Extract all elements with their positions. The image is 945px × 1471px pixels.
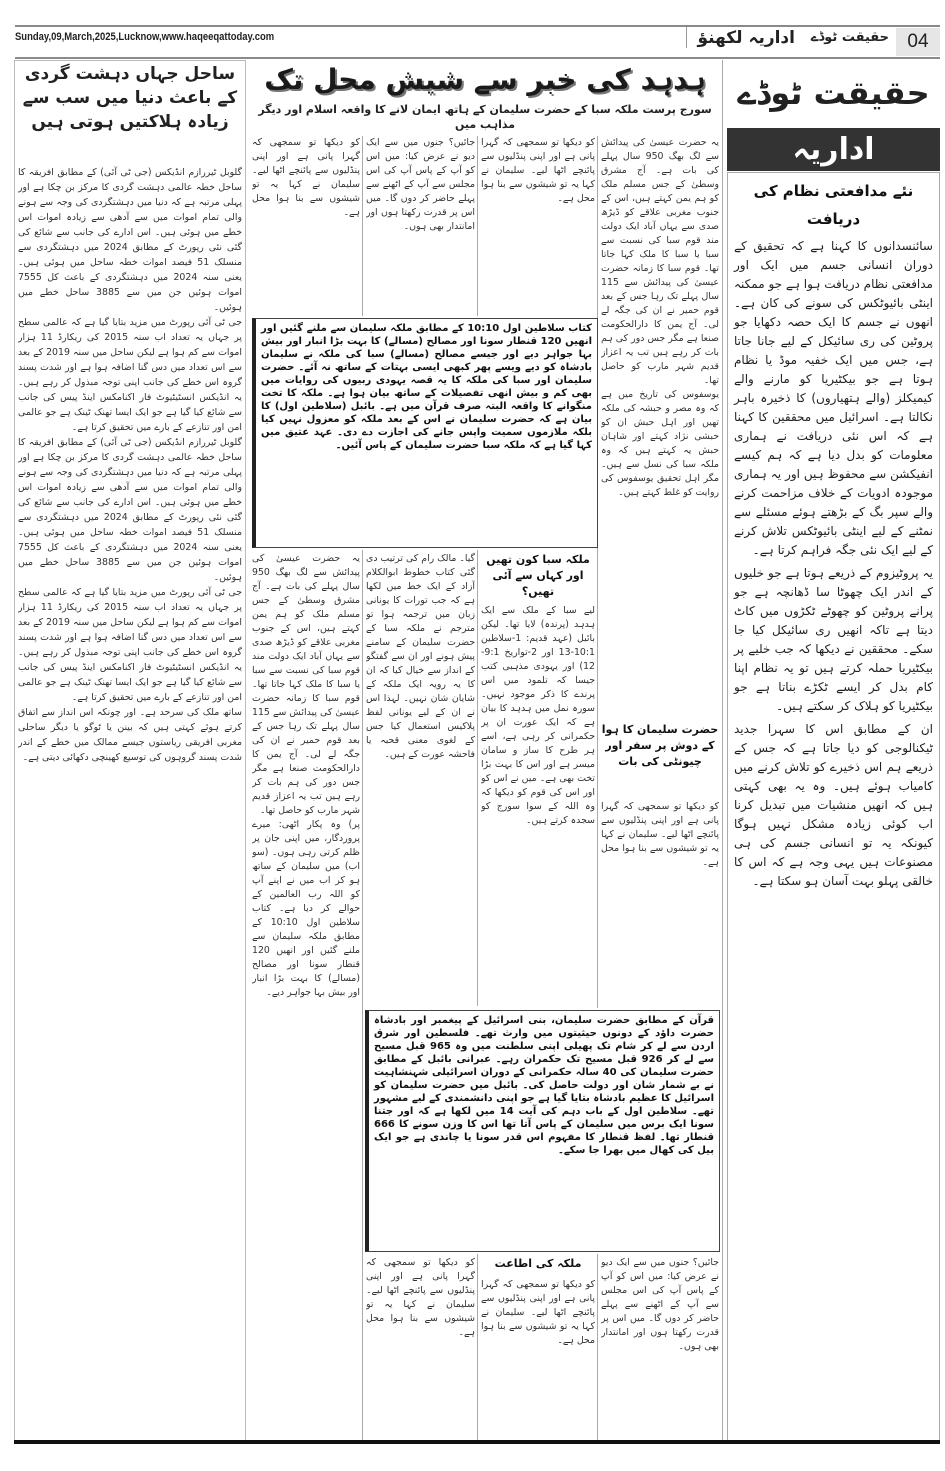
main-column-1 (601, 136, 719, 716)
subhead-travel-wrap (601, 722, 719, 770)
editorial-title: نئے مدافعتی نظام کی دریافت (753, 182, 914, 228)
top-rule (15, 25, 940, 27)
paragraph: گیا۔ مالک رام کی ترتیب دی گئی کتاب خطوط ابوالکلام آزاد کے ایک خط میں لکھا ہے کہ جب تورات کا یونانی زبان میں ترجمہ ہوا تو مترجم نے ملکہ سبا کے حضرت سلیمان کے سامنے پیش ہونے اور ان سے گفتگو کے انداز سے خیال کیا کہ ان کا یہ رویہ ایک ملکہ کے شایان شان نہیں۔ لہذا اس نے ان کے لیے یونانی لفظ پلاکیس استعمال کیا جس کے لغوی معنی قحبہ یا فاحشہ عورت کے ہیں۔ (366, 553, 475, 760)
main-column-3b (366, 552, 475, 1006)
subheading-obedience: ملکہ کی اطاعت (494, 1257, 582, 1270)
editorial-logo: حقیقت ٹوڈے (737, 74, 930, 112)
paragraph: جائیں؟ جنوں میں سے ایک دیو نے عرض کیا: میں اس کو آپ کے پاس آپ کی اس مجلس سے آپ کے اٹھنے سے پہلے حاضر کر دوں گا۔ میں اس پر قدرت رکھتا ہوں اور امانتدار بھی ہوں۔ (601, 1257, 719, 1352)
editorial-body (734, 237, 933, 891)
page-number: 04 (896, 28, 940, 56)
paragraph: یہ حضرت عیسیٰ کی پیدائش سے لگ بھگ 950 سال پہلے کی بات ہے۔ آج مشرق وسطیٰ کے جس مسلم ملک کو ہم یمن کہتے ہیں، اس کے جنوب مغربی علاقے کو ڈیڑھ صدی سے یہاں آباد ایک دولت مند قوم سبا کی نسبت سے سبا یا سبا کا ملک کہا جاتا تھا۔ قوم سبا کا زمانہ حضرت عیسیٰ کی پیدائش سے 115 سال پہلے تک رہا جس کے بعد قوم حمیر نے ان کی جگہ لے لی۔ آج یمن کا دارالحکومت صنعا ہے مگر جس دور کی ہم بات کر رہے ہیں تب یہ اعزاز قدیم شہر مارب کو حاصل تھا۔ (252, 553, 360, 816)
main-column-3 (366, 136, 475, 316)
main-column-2 (481, 136, 595, 316)
paragraph: کو دیکھا تو سمجھی کہ گہرا پانی ہے اور اپنی پنڈلیوں سے پائنچے اٹھا لیے۔ سلیمان نے کہا یہ تو شیشوں سے بنا ہوا محل ہے۔ (366, 1257, 475, 1338)
editorial-label: اداریہ (727, 128, 940, 171)
main-column-1c (601, 1256, 719, 1440)
paragraph: جائیں؟ جنوں میں سے ایک دیو نے عرض کیا: میں اس کو آپ کے پاس آپ کی اس مجلس سے آپ کے اٹھنے سے پہلے حاضر کر دوں گا۔ میں اس پر قدرت رکھتا ہوں اور امانتدار بھی ہوں۔ (366, 137, 475, 232)
paragraph: کو دیکھا تو سمجھی کہ گہرا پانی ہے اور اپنی پنڈلیوں سے پائنچے اٹھا لیے۔ سلیمان نے کہا یہ تو شیشوں سے بنا ہوا محل ہے۔ (252, 137, 360, 218)
main-column-1b (601, 800, 719, 1004)
header-rule (15, 57, 940, 59)
paragraph: کو دیکھا تو سمجھی کہ گہرا پانی ہے اور اپنی پنڈلیوں سے پائنچے اٹھا لیے۔ سلیمان نے کہا یہ تو شیشوں سے بنا ہوا محل ہے۔ (481, 1279, 595, 1346)
main-column-4b (252, 552, 360, 1440)
paragraph: یہ پروٹیزوم کے ذریعے ہوتا ہے جو خلیوں کے اندر ایک چھوٹا سا ڈھانچہ ہے جو پرانے پروٹین کو چھوٹے ٹکڑوں میں کاٹ دیتا ہے تاکہ انھیں ری سائیکل کیا جا سکے۔ محققین نے دیکھا کہ جب خلیے پر بیکٹیریا حملہ کرتے ہیں تو یہ نظام اپنا کام بدل کر ایسے ٹکڑے بناتا ہے جو بیکٹیریا کو ہلاک کر سکتے ہیں۔ (734, 566, 933, 713)
paragraph: ساتھ ملک کی سرحد ہے۔ اور چونکہ اس انداز سے اتفاق کرتے ہوئے کہتی ہیں کہ بینن یا ٹوگو یا دیگر ساحلی مغربی افریقی ریاستوں جیسے ممالک میں خطے کے اندر شدت پسند گروہوں کی توسیع کھینچی دکھائی دیتی ہے۔ (18, 707, 242, 763)
subhead-queen-wrap (481, 552, 595, 600)
highlight-box-kings: کتاب سلاطین اول 10:10 کے مطابق ملکہ سلیمان سے ملنے گئیں اور انھیں 120 قنطار سونا اور مصالح (مسالے) کا بہت بڑا انبار اور بیش بہا جواہر دیے اور جیسے مصالح (مسالے) سبا کی ملکہ نے سلیمان بادشاہ کو دیے ویسے پھر کبھی ایسی بہتات کے ساتھ نہ آئے۔ حضرت سلیمان اور سبا کی ملکہ کا یہ قصہ یہودی ربیوں کی روایات میں بھی کم و بیش انھی تفصیلات کے ساتھ بیان ہوا ہے۔ ملکہ کا تخت منگوانے کا واقعہ البتہ صرف قرآن میں ہے۔ بائبل (سلاطین اول) کا بیان ہے کہ حضرت سلیمان نے اس کے بعد ملکہ کو معزول نہیں کیا بلکہ ملازموں سمیت واپس جانے کی اجازت دے دی۔ عہد عتیق میں کہا گیا ہے کہ ملکہ سبا حضرت سلیمان کے پاس آئیں۔ (252, 318, 598, 548)
subhead-obedience-wrap (481, 1256, 595, 1272)
paragraph: کو دیکھا تو سمجھی کہ گہرا پانی ہے اور اپنی پنڈلیوں سے پائنچے اٹھا لیے۔ سلیمان نے کہا یہ تو شیشوں سے بنا ہوا محل ہے۔ (601, 801, 719, 868)
paragraph: گلوبل ٹیررازم انڈیکس (جی ٹی آئی) کے مطابق افریقہ کا ساحل خطہ عالمی دہشت گردی کا مرکز بن چکا ہے اور پہلی مرتبہ ہے کہ دنیا میں دہشتگردی کی وجہ سے ہونے والی تمام اموات میں سے آدھی سے زیادہ اموات اس خطے میں ہوئی ہیں۔ اس ادارے کی جانب سے شائع کی گئی نئی رپورٹ کے مطابق 2024 میں دہشتگردی سے منسلک 51 فیصد اموات خطہ ساحل میں ہوئی ہیں۔ یعنی سنہ 2024 میں دہشتگردی کے باعث کل 7555 اموات ہوئیں جن میں سے 3885 ساحل خطے میں ہوئیں۔ (18, 437, 242, 583)
main-headline: ہدہد کی خبر سے شیش محل تک (264, 63, 706, 96)
main-subheadline: سورج پرست ملکہ سبا کے حضرت سلیمان کے ہاتھ ایمان لانے کا واقعہ اسلام اور دیگر مذاہب میں (258, 103, 712, 131)
left-article-headline: ساحل جہاں دہشت گردی کے باعث دنیا میں سب سے زیادہ ہلاکتیں ہوتی ہیں (22, 64, 238, 132)
paragraph: یوسفوس کی تاریخ میں ہے کہ وہ مصر و حبشہ کی ملکہ تھیں اور اہل حبش ان کو حبشی نژاد کہتے اور شاہان حبش یہ کہتے ہیں کہ وہ ملکہ سبا کی نسل سے ہیں۔ مگر اہل تحقیق یوسفوس کی روایت کو غلط کہتے ہیں۔ (601, 389, 719, 498)
main-column-3c (366, 1256, 475, 1440)
paragraph: گلوبل ٹیررازم انڈیکس (جی ٹی آئی) کے مطابق افریقہ کا ساحل خطہ عالمی دہشت گردی کا مرکز بن چکا ہے اور پہلی مرتبہ ہے کہ دنیا میں دہشتگردی کی وجہ سے ہونے والی تمام اموات میں سے آدھی سے زیادہ اموات اس خطے میں ہوئی ہیں۔ اس ادارے کی جانب سے شائع کی گئی نئی رپورٹ کے مطابق 2024 میں دہشتگردی سے منسلک 51 فیصد اموات خطہ ساحل میں ہوئی ہیں۔ یعنی سنہ 2024 میں دہشتگردی کے باعث کل 7555 اموات ہوئیں جن میں سے 3885 ساحل خطے میں ہوئیں۔ (18, 167, 242, 313)
small-logo: حقیقت ٹوڈے (810, 30, 889, 45)
highlight-box-solomon: قرآن کے مطابق حضرت سلیمان، بنی اسرائیل کے پیغمبر اور بادشاہ حضرت داؤد کے دونوں حیثیتوں میں وارث تھے۔ فلسطین اور شرق اردن سے لے کر شام تک پھیلی اپنی سلطنت میں وہ 965 قبل مسیح سے لے کر 926 قبل مسیح تک حکمران رہے۔ عبرانی بائبل کے مطابق حضرت سلیمان کی 40 سالہ حکمرانی کے دوران اسرائیلی شہنشاہیت نے بے شمار شان اور دولت حاصل کی۔ بائبل میں حضرت سلیمان کو اسرائیل کا عظیم بادشاہ بتایا گیا ہے جو اپنی دانشمندی کے لیے مشہور تھے۔ سلاطین اول کے باب دہم کی آیت 14 میں لکھا ہے کہ اور جتنا سونا ایک برس میں سلیمان کے پاس آتا تھا اس کا وزن سونے کا 666 قنطار تھا۔ لفظ قنطار کا مفہوم اس قدر سونا یا چاندی ہے جو ایک بیل کی کھال میں بھرا جا سکے۔ (365, 1010, 720, 1252)
paragraph: پر) وہ پکار اٹھی: میرے پروردگار، میں اپنی جان پر ظلم کرتی رہی ہوں۔ (سو اب) میں سلیمان کے ساتھ ہو کر اب میں نے اپنے آپ کو اللہ رب العالمین کے حوالے کر دیا ہے۔ کتاب سلاطین اول 10:10 کے مطابق ملکہ سلیمان سے ملنے گئیں اور انھیں 120 قنطار سونا اور مصالح (مسالے) کا بہت بڑا انبار اور بیش بہا جواہر دیے۔ (252, 819, 360, 998)
paragraph: جی ٹی آئی رپورٹ میں مزید بتایا گیا ہے کہ عالمی سطح پر جہاں یہ تعداد اب سنہ 2015 کی ریکارڈ 11 ہزار اموات سے کم ہوا ہے لیکن ساحل میں سنہ 2019 کے بعد سے اس تعداد میں دس گنا اضافہ ہوا ہے اور شدت پسند گروہ اس خطے کی جانب اپنی توجہ مبذول کر رہے ہیں۔ یہ انڈیکس انسٹیٹیوٹ فار اکنامکس اینڈ پیس کی جانب سے شائع کیا گیا ہے جو ایک ایسا تھنک ٹینک ہے جو عالمی امن اور تنازعے کے بارے میں تحقیق کرتا ہے۔ (18, 317, 242, 433)
paragraph: یہ حضرت عیسیٰ کی پیدائش سے لگ بھگ 950 سال پہلے کی بات ہے۔ آج مشرق وسطیٰ کے جس مسلم ملک کو ہم یمن کہتے ہیں، اس کے جنوب مغربی علاقے کو ڈیڑھ صدی سے یہاں آباد ایک دولت مند قوم سبا کی نسبت سے سبا یا سبا کا ملک کہا جاتا تھا۔ قوم سبا کا زمانہ حضرت عیسیٰ کی پیدائش سے 115 سال پہلے تک رہا جس کے بعد قوم حمیر نے ان کی جگہ لے لی۔ آج یمن کا دارالحکومت صنعا ہے مگر جس دور کی ہم بات کر رہے ہیں تب یہ اعزاز قدیم شہر مارب کو حاصل تھا۔ (601, 137, 719, 386)
paragraph: ان کے مطابق اس کا سہرا جدید ٹیکنالوجی کو دیا جاتا ہے کہ جس کے ذریعے ہم اس ذخیرے کو تلاش کرنے میں کامیاب ہوئے ہیں۔ وہ یہ بھی کہتی ہیں کہ انھیں منشیات میں تبدیل کرنا اب کوئی زیادہ مشکل نہیں ہوگا کیونکہ یہ تو انسانی جسم کی ہی مصنوعات ہیں یہی وجہ ہے کہ اس کا خالقی پہلو بہت آسان ہو سکتا ہے۔ (734, 722, 933, 888)
subheading-queen: ملکہ سبا کون تھیں اور کہاں سے آئی تھیں؟ (486, 553, 590, 598)
main-column-4 (252, 136, 360, 316)
subheading-travel: حضرت سلیمان کا ہوا کے دوش پر سفر اور چیونٹی کی بات (601, 723, 719, 768)
date-line: Sunday,09,March,2025,Lucknow,www.haqeeqattoday.com (15, 31, 275, 43)
paragraph: سائنسدانوں کا کہنا ہے کہ تحقیق کے دوران انسانی جسم میں ایک اور مدافعتی نظام دریافت ہوا ہے جو ممکنہ اینٹی بائیوٹکس کی سونے کی کان ہے۔ انھوں نے جسم کا ایک حصہ دکھایا جو پروٹین کی ری سائیکل کے لیے جانا جاتا ہے، جس میں ایک خفیہ موڈ یا نظام ہوتا ہے جو بیکٹیریا کو مارنے والے کیمیکلز (والے ہتھیاروں) کا ذخیرہ باہر نکالتا ہے۔ اسرائیل میں محققین کا کہنا ہے کہ اس نئی دریافت نے ہماری معلومات کو بدل دیا ہے کہ ہم کیسے انفیکشن سے محفوظ ہیں اور یہ ہماری موجودہ ادویات کے خلاف مزاحمت کرنے والے سپر بگ کے بڑھتے ہوئے مسئلے سے نمٹنے کے لیے اینٹی بائیوٹکس تلاش کرنے کے لیے ایک نئی جگہ فراہم کرتا ہے۔ (734, 239, 933, 557)
section-title: اداریہ لکھنؤ (686, 27, 795, 48)
paragraph: لیے سبا کے ملک سے ایک ہدہد (پرندہ) لایا تھا۔ لیکن بائبل (عہد قدیم: 1-سلاطین 10:1-13 اور 2-تواریخ 9:1-12) اور یہودی مذہبی کتب جیسا کہ تلمود میں اس پرندے کا ذکر موجود نہیں۔ سورہ نمل میں ہدہد کا بیان ہے کہ ایک عورت ان پر حکمرانی کر رہی ہے، اسے ہر طرح کا ساز و سامان میسر ہے اور اس کا بہت بڑا تخت بھی ہے۔ میں نے اس کو اور اس کی قوم کو دیکھا کہ وہ اللہ کے سوا سورج کو سجدہ کرتے ہیں۔ (481, 605, 595, 826)
main-column-2c (481, 1278, 595, 1440)
left-article-body (18, 165, 242, 1437)
paragraph: جی ٹی آئی رپورٹ میں مزید بتایا گیا ہے کہ عالمی سطح پر جہاں یہ تعداد اب سنہ 2015 کی ریکارڈ 11 ہزار اموات سے کم ہوا ہے لیکن ساحل میں سنہ 2019 کے بعد سے اس تعداد میں دس گنا اضافہ ہوا ہے اور شدت پسند گروہ اس خطے کی جانب اپنی توجہ مبذول کر رہے ہیں۔ یہ انڈیکس انسٹیٹیوٹ فار اکنامکس اینڈ پیس کی جانب سے شائع کیا گیا ہے جو ایک ایسا تھنک ٹینک ہے جو عالمی امن اور تنازعے کے بارے میں تحقیق کرتا ہے۔ (18, 587, 242, 703)
main-column-2b (481, 604, 595, 1006)
bottom-rule (14, 1440, 940, 1444)
editorial-box (727, 172, 940, 1440)
paragraph: کو دیکھا تو سمجھی کہ گہرا پانی ہے اور اپنی پنڈلیوں سے پائنچے اٹھا لیے۔ سلیمان نے کہا یہ تو شیشوں سے بنا ہوا محل ہے۔ (481, 137, 595, 204)
